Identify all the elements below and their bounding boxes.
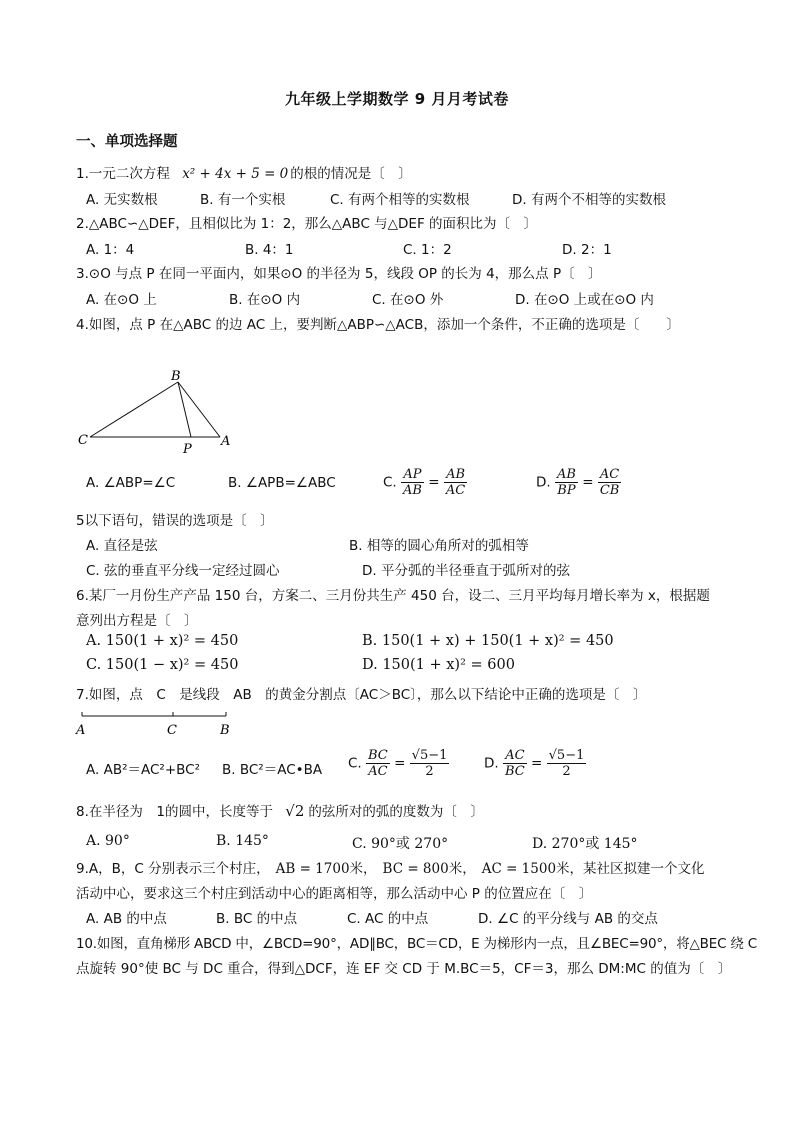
- segment-figure: [70, 708, 250, 738]
- q8-suffix: 的弦所对的弧的度数为〔 〕: [308, 804, 484, 820]
- segment-cb: [90, 382, 178, 437]
- q7-option-d: D. $\frac{AC}{BC}$ = $\frac{√5-1}{2}$: [484, 748, 585, 779]
- q5-option-a: A. 直径是弦: [86, 538, 158, 554]
- question-1: [76, 162, 412, 182]
- label-a: A: [76, 723, 86, 738]
- label-b: B: [171, 369, 181, 384]
- q9-option-c: C. AC 的中点: [347, 911, 429, 927]
- frac-ac-bc: $\frac{AC}{BC}$: [504, 748, 525, 779]
- q2-option-a: A. 1：4: [86, 242, 135, 258]
- question-9-line-1: 9.A，B，C 分别表示三个村庄， AB = 1700米， BC = 800米， AC = 1500米，某社区拟建一个文化: [76, 861, 705, 877]
- q4-option-d: D. $\frac{AB}{BP}$ = $\frac{AC}{CB}$: [536, 467, 620, 498]
- page-title: 九年级上学期数学 9 月月考试卷: [285, 90, 509, 108]
- question-9-line-2: 活动中心，要求这三个村庄到活动中心的距离相等，那么活动中心 P 的位置应在〔 〕: [76, 886, 593, 902]
- q1-equation: x² + 4x + 5 = 0: [182, 166, 289, 182]
- q2-option-c: C. 1：2: [403, 242, 452, 258]
- q3-option-d: D. 在⊙O 上或在⊙O 内: [515, 292, 654, 308]
- q9-option-d: D. ∠C 的平分线与 AB 的交点: [478, 911, 658, 927]
- q4-option-c: C. $\frac{AP}{AB}$ = $\frac{AB}{AC}$: [383, 467, 466, 498]
- q9-option-b: B. BC 的中点: [216, 911, 298, 927]
- q4-option-a: A. ∠ABP=∠C: [86, 475, 176, 491]
- q1-option-b: B. 有一个实根: [200, 192, 286, 208]
- q8-option-d: D. 270°或 145°: [532, 836, 638, 852]
- question-10-line-1: 10.如图，直角梯形 ABCD 中，∠BCD=90°，AD∥BC，BC＝CD，E 为梯形内一点，且∠BEC=90°，将△BEC 绕 C: [76, 936, 758, 952]
- question-7: 7.如图，点 C 是线段 AB 的黄金分割点〔AC＞BC〕，那么以下结论中正确的选项是〔 〕: [76, 687, 647, 703]
- q7-option-a: A. AB²＝AC²+BC²: [86, 762, 200, 778]
- frac-bc-ac: $\frac{BC}{AC}$: [368, 748, 388, 779]
- frac-ac-cb: $\frac{AC}{CB}$: [599, 467, 620, 498]
- label-a: A: [221, 434, 231, 449]
- q6-option-d: D. 150(1 + x)² = 600: [362, 657, 515, 673]
- q9-option-a: A. AB 的中点: [86, 911, 167, 927]
- question-5: 5以下语句，错误的选项是〔 〕: [76, 513, 274, 529]
- q5-option-c: C. 弦的垂直平分线一定经过圆心: [86, 563, 280, 579]
- q8-radical: √2: [285, 802, 305, 820]
- q4-option-b: B. ∠APB=∠ABC: [228, 475, 336, 491]
- section-heading: 一、单项选择题: [76, 134, 178, 150]
- q2-option-b: B. 4：1: [245, 242, 294, 258]
- q8-option-b: B. 145°: [216, 833, 269, 849]
- frac-ab-bp: $\frac{AB}{BP}$: [556, 467, 576, 498]
- triangle-figure: [70, 362, 240, 462]
- q7-option-b: B. BC²＝AC•BA: [222, 762, 323, 778]
- q3-option-a: A. 在⊙O 上: [86, 292, 157, 308]
- question-8: [76, 800, 484, 820]
- question-2: 2.△ABC∽△DEF，且相似比为 1：2，那么△ABC 与△DEF 的面积比为〔 〕: [76, 216, 538, 232]
- question-10-line-2: 点旋转 90°使 BC 与 DC 重合，得到△DCF，连 EF 交 CD 于 M.BC＝5，CF＝3，那么 DM:MC 的值为〔 〕: [76, 961, 732, 977]
- q6-option-a: A. 150(1 + x)² = 450: [86, 633, 239, 649]
- question-3: 3.⊙O 与点 P 在同一平面内，如果⊙O 的半径为 5，线段 OP 的长为 4，那么点 P〔 〕: [76, 266, 602, 282]
- frac-golden-ratio: $\frac{√5-1}{2}$: [411, 748, 448, 779]
- q6-option-c: C. 150(1 − x)² = 450: [86, 657, 239, 673]
- q1-prefix: 1.一元二次方程: [76, 166, 170, 182]
- q3-option-c: C. 在⊙O 外: [372, 292, 444, 308]
- label-p: P: [183, 442, 192, 457]
- q1-option-c: C. 有两个相等的实数根: [330, 192, 470, 208]
- q5-option-d: D. 平分弧的半径垂直于弧所对的弦: [362, 563, 570, 579]
- q5-option-b: B. 相等的圆心角所对的弧相等: [349, 538, 529, 554]
- q1-option-d: D. 有两个不相等的实数根: [512, 192, 666, 208]
- label-c: C: [167, 723, 177, 738]
- question-4: 4.如图，点 P 在△ABC 的边 AC 上，要判断△ABP∽△ACB，添加一个条件，不正确的选项是〔 〕: [76, 317, 680, 333]
- frac-golden-ratio: $\frac{√5-1}{2}$: [548, 748, 585, 779]
- question-6-line-2: 意列出方程是〔 〕: [76, 613, 198, 629]
- q8-option-c: C. 90°或 270°: [352, 836, 449, 852]
- q2-option-d: D. 2：1: [562, 242, 612, 258]
- q1-option-a: A. 无实数根: [86, 192, 158, 208]
- label-b: B: [220, 723, 230, 738]
- q7-option-c: C. $\frac{BC}{AC}$ = $\frac{√5-1}{2}$: [348, 748, 448, 779]
- q6-option-b: B. 150(1 + x) + 150(1 + x)² = 450: [362, 633, 614, 649]
- label-c: C: [78, 433, 88, 448]
- frac-ab-ac: $\frac{AB}{AC}$: [445, 467, 466, 498]
- q1-suffix: 的根的情况是〔 〕: [290, 166, 412, 182]
- frac-ap-ab: $\frac{AP}{AB}$: [403, 467, 422, 498]
- q8-option-a: A. 90°: [86, 833, 130, 849]
- q8-prefix: 8.在半径为 1的圆中，长度等于: [76, 804, 273, 820]
- question-6-line-1: 6.某厂一月份生产产品 150 台，方案二、三月份共生产 450 台，设二、三月平均每月增长率为 x，根据题: [76, 588, 710, 604]
- q3-option-b: B. 在⊙O 内: [229, 292, 301, 308]
